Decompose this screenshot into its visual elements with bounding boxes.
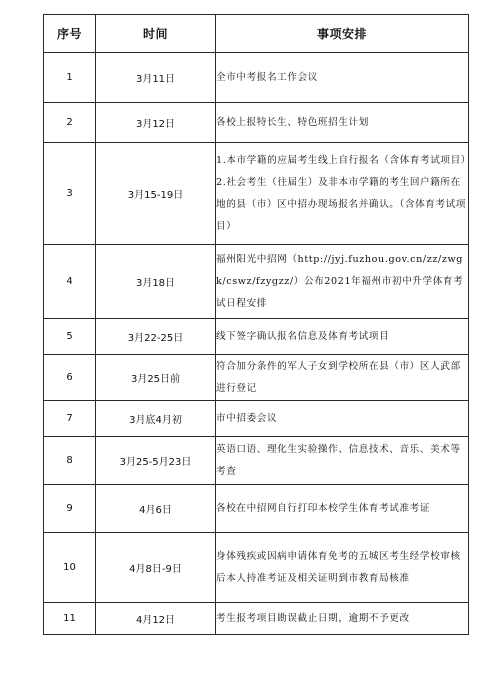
- table-row: [44, 245, 469, 319]
- table-row: [44, 143, 469, 245]
- table-row: [44, 319, 469, 355]
- row-item: [216, 319, 469, 355]
- row-item: [216, 245, 469, 319]
- row-number: 6: [44, 355, 96, 401]
- row-number: 1: [44, 53, 96, 103]
- table-row: [44, 103, 469, 143]
- row-item-line: 福州阳光中招网（http://jyj.fuzhou.gov.cn/zz/zwgk/cswz/fzygzz/）公布2021年福州市初中升学体育考试日程安排: [216, 253, 464, 309]
- row-time: 3月18日: [96, 245, 216, 319]
- table-body: [44, 53, 472, 635]
- row-item: [216, 603, 469, 635]
- header-item: 事项安排: [216, 15, 469, 53]
- row-item: [216, 53, 469, 103]
- row-number: 5: [44, 319, 96, 355]
- row-item-line: 符合加分条件的军人子女到学校所在县（市）区人武部进行登记: [216, 360, 461, 394]
- row-item-line: 考生报考项目勘误截止日期，逾期不予更改: [216, 612, 410, 624]
- table-row: [44, 53, 469, 103]
- row-time: 4月6日: [96, 485, 216, 533]
- row-time: 3月22-25日: [96, 319, 216, 355]
- table-row: [44, 533, 469, 603]
- row-item: [216, 103, 469, 143]
- row-number: 10: [44, 533, 96, 603]
- row-number: 8: [44, 437, 96, 485]
- table-row: [44, 485, 469, 533]
- schedule-table: [43, 14, 472, 635]
- row-time: 4月8日-9日: [96, 533, 216, 603]
- row-time: 3月11日: [96, 53, 216, 103]
- row-item: [216, 355, 469, 401]
- row-time: 4月12日: [96, 603, 216, 635]
- table-row: [44, 603, 469, 635]
- row-number: 7: [44, 401, 96, 437]
- row-item: [216, 401, 469, 437]
- row-item-line: 英语口语、理化生实验操作、信息技术、音乐、美术等考查: [216, 443, 461, 477]
- row-item-line: 身体残疾或因病申请体育免考的五城区考生经学校审核后本人持准考证及相关证明到市教育局核准: [216, 550, 461, 584]
- header-time: 时间: [96, 15, 216, 53]
- row-item-line: 1.本市学籍的应届考生线上自行报名（含体育考试项目）: [216, 154, 472, 166]
- row-time: 3月15-19日: [96, 143, 216, 245]
- row-time: 3月12日: [96, 103, 216, 143]
- row-item: [216, 437, 469, 485]
- row-item-line: 2.社会考生（往届生）及非本市学籍的考生回户籍所在地的县（市）区中招办现场报名并确认。（含体育考试项目）: [216, 176, 467, 232]
- table-row: [44, 355, 469, 401]
- row-time: 3月底4月初: [96, 401, 216, 437]
- table-header-row: [44, 15, 469, 53]
- row-item: [216, 143, 472, 245]
- row-number: 11: [44, 603, 96, 635]
- header-no: 序号: [44, 15, 96, 53]
- row-item-line: 全市中考报名工作会议: [216, 71, 318, 83]
- row-item-line: 市中招委会议: [216, 412, 278, 424]
- row-item: [216, 485, 469, 533]
- row-number: 4: [44, 245, 96, 319]
- row-time: 3月25日前: [96, 355, 216, 401]
- table-row: [44, 401, 469, 437]
- row-number: 9: [44, 485, 96, 533]
- row-item: [216, 533, 469, 603]
- row-item-line: 各校在中招网自行打印本校学生体育考试准考证: [216, 502, 431, 514]
- table-row: [44, 437, 469, 485]
- row-item-line: 线下签字确认报名信息及体育考试项目: [216, 330, 390, 342]
- row-number: 2: [44, 103, 96, 143]
- row-item-line: 各校上报特长生、特色班招生计划: [216, 116, 369, 128]
- row-time: 3月25-5月23日: [96, 437, 216, 485]
- row-number: 3: [44, 143, 96, 245]
